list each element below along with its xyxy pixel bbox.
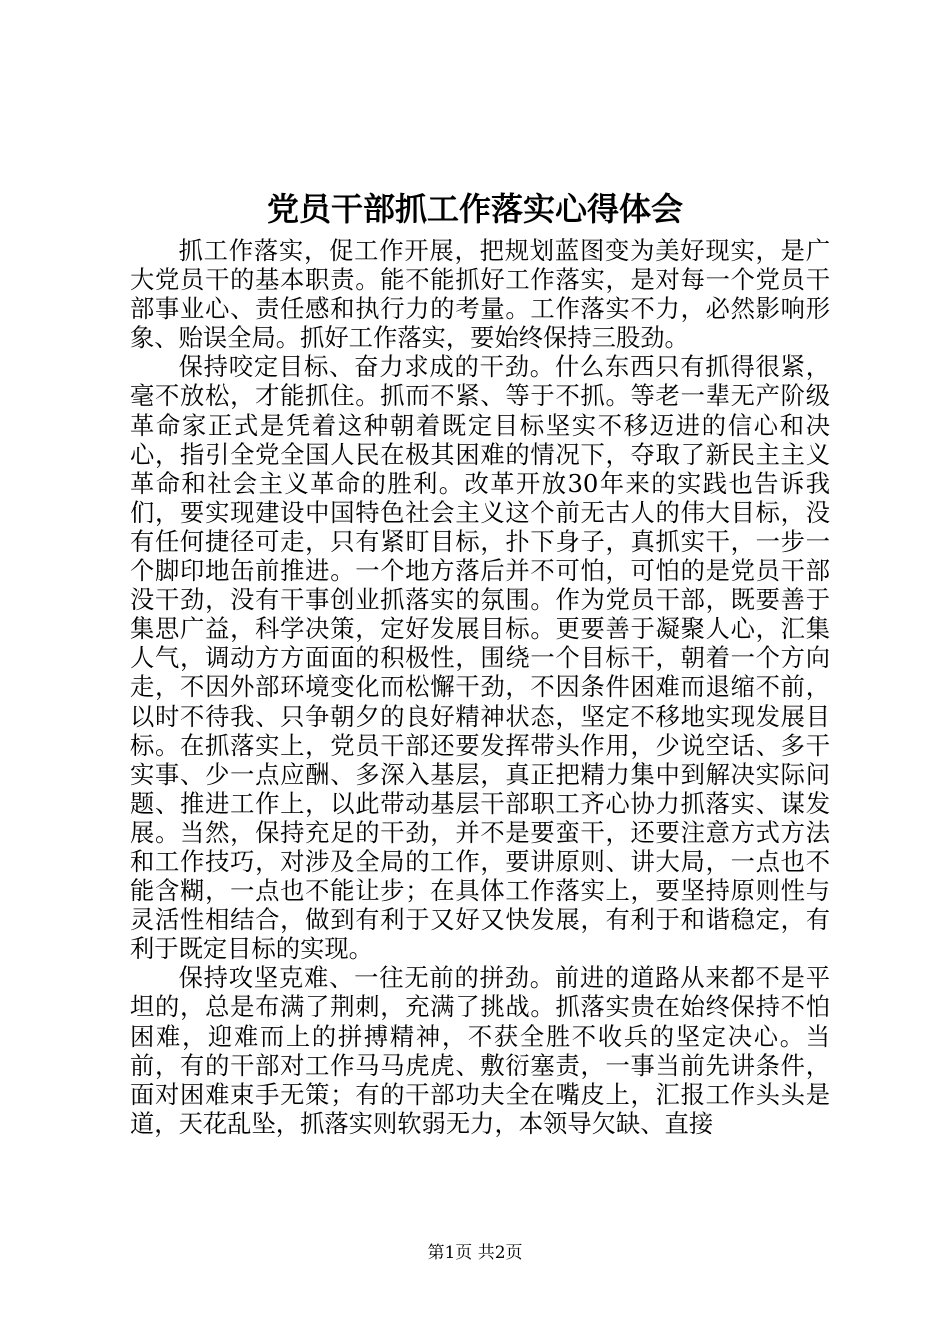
paragraph-drive: 保持咬定目标、奋力求成的干劲。什么东西只有抓得很紧，毫不放松，才能抓住。抓而不紧、等于不抓。等老一辈无产阶级革命家正式是凭着这种朝着既定目标坚实不移迈进的信心和决心，指引全党全国人民在极其困难的情况下，夺取了新民主主义革命和社会主义革命的胜利。改革开放30年来的实践也告诉我们，要实现建设中国特色社会主义这个前无古人的伟大目标，没有任何捷径可走，只有紧盯目标，扑下身子，真抓实干，一步一个脚印地缶前推进。一个地方落后并不可怕，可怕的是党员干部没干劲，没有干事创业抓落实的氛围。作为党员干部，既要善于集思广益，科学决策，定好发展目标。更要善于凝聚人心，汇集人气，调动方方面面的积极性，围绕一个目标干，朝着一个方向走，不因外部环境变化而松懈干劲，不因条件困难而退缩不前，以时不待我、只争朝夕的良好精神状态，坚定不移地实现发展目标。在抓落实上，党员干部还要发挥带头作用，少说空话、多干实事、少一点应酬、多深入基层，真正把精力集中到解决实际问题、推进工作上，以此带动基层干部职工齐心协力抓落实、谋发展。当然，保持充足的干劲，并不是要蛮干，还要注意方式方法和工作技巧，对涉及全局的工作，要讲原则、讲大局，一点也不能含糊，一点也不能让步；在具体工作落实上，要坚持原则性与灵活性相结合，做到有利于又好又快发展，有利于和谐稳定，有利于既定目标的实现。 [130, 352, 830, 964]
document-title: 党员干部抓工作落实心得体会 [266, 190, 683, 228]
page-footer: 第1页 共2页 [427, 1243, 523, 1263]
document-body [130, 236, 830, 1138]
paragraph-perseverance: 保持攻坚克难、一往无前的拼劲。前进的道路从来都不是平坦的，总是布满了荆刺，充满了挑战。抓落实贵在始终保持不怕困难，迎难而上的拼搏精神，不获全胜不收兵的坚定决心。当前，有的干部对工作马马虎虎、敷衍塞责，一事当前先讲条件，面对困难束手无策；有的干部功夫全在嘴皮上，汇报工作头头是道，天花乱坠，抓落实则软弱无力，本领导欠缺、直接 [130, 963, 830, 1138]
paragraph-intro: 抓工作落实，促工作开展，把规划蓝图变为美好现实，是广大党员干的基本职责。能不能抓好工作落实，是对每一个党员干部事业心、责任感和执行力的考量。工作落实不力，必然影响形象、贻误全局。抓好工作落实，要始终保持三股劲。 [130, 236, 830, 353]
